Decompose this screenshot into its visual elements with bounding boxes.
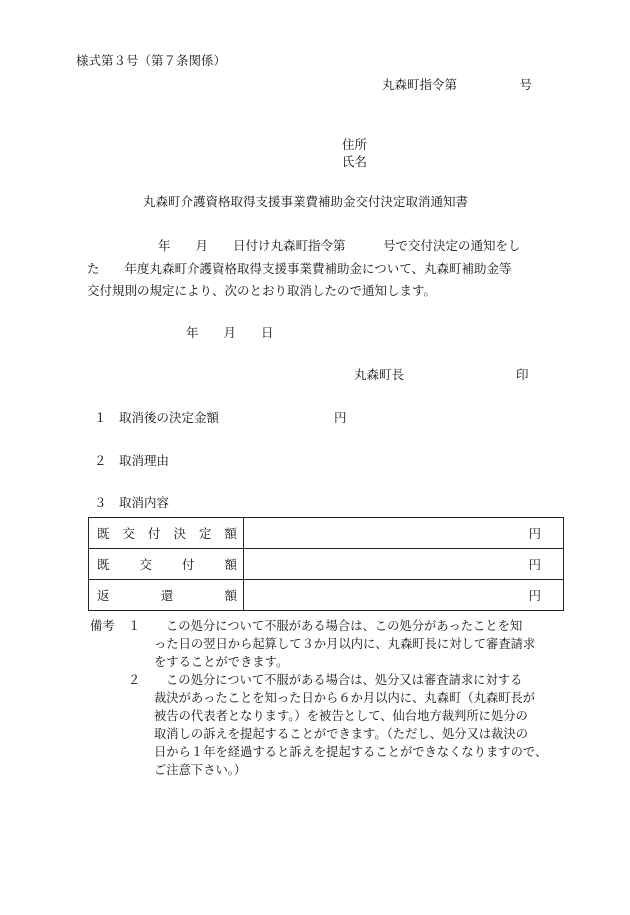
amounts-table (88, 517, 564, 611)
document-title: 丸森町介護資格取得支援事業費補助金交付決定取消通知書 (143, 194, 469, 209)
section-content: ３ 取消内容 (94, 495, 170, 510)
address-label: 住所 (342, 137, 368, 152)
remark-text: この処分について不服がある場合は、処分又は審査請求に対する 裁決があったことを知った日から６か月以内に、丸森町（丸森町長が 被告の代表者となります。）を被告として、仙台地方裁判所に処分の 取消しの訴えを提起することができます。（ただし、処分又は裁決の 日から１年を経過すると訴えを提起することができなくなりますので、 ご注意下さい。） (154, 673, 548, 777)
remark-text: この処分について不服がある場合は、この処分があったことを知 った日の翌日から起算して３か月以内に、丸森町長に対して審査請求 をすることができます。 (154, 619, 536, 669)
section-amount: １ 取消後の決定金額 (94, 410, 220, 425)
table-row (89, 580, 564, 611)
form-label: 様式第３号（第７条関係） (76, 53, 227, 68)
order-number: 丸森町指令第 号 (382, 77, 533, 92)
section-reason: ２ 取消理由 (94, 453, 170, 468)
remarks-section (90, 617, 570, 779)
remark-number: ２ (128, 673, 141, 687)
issuer-label: 丸森町長 (354, 367, 405, 382)
body-line-2: た 年度丸森町介護資格取得支援事業費補助金について、丸森町補助金等 (87, 261, 512, 276)
row-value-issued: 円 (244, 549, 564, 580)
row-label-issued-decision: 既 交 付 決 定 額 (89, 518, 244, 549)
remark-item (90, 671, 570, 779)
remark-number: １ (128, 619, 141, 633)
row-label-refund: 返 還 額 (89, 580, 244, 611)
remarks-label: 備考 (90, 619, 115, 633)
body-line-3: 交付規則の規定により、次のとおり取消したので通知します。 (87, 283, 437, 298)
section-amount-unit: 円 (334, 410, 347, 425)
name-label: 氏名 (342, 154, 368, 169)
row-label-issued: 既 交 付 額 (89, 549, 244, 580)
table-row (89, 549, 564, 580)
table-row (89, 518, 564, 549)
row-value-issued-decision: 円 (244, 518, 564, 549)
remark-item (90, 617, 570, 671)
row-value-refund: 円 (244, 580, 564, 611)
seal-mark: 印 (516, 367, 529, 382)
date-line: 年 月 日 (186, 325, 274, 340)
body-line-1: 年 月 日付け丸森町指令第 号で交付決定の通知をし (158, 238, 521, 253)
